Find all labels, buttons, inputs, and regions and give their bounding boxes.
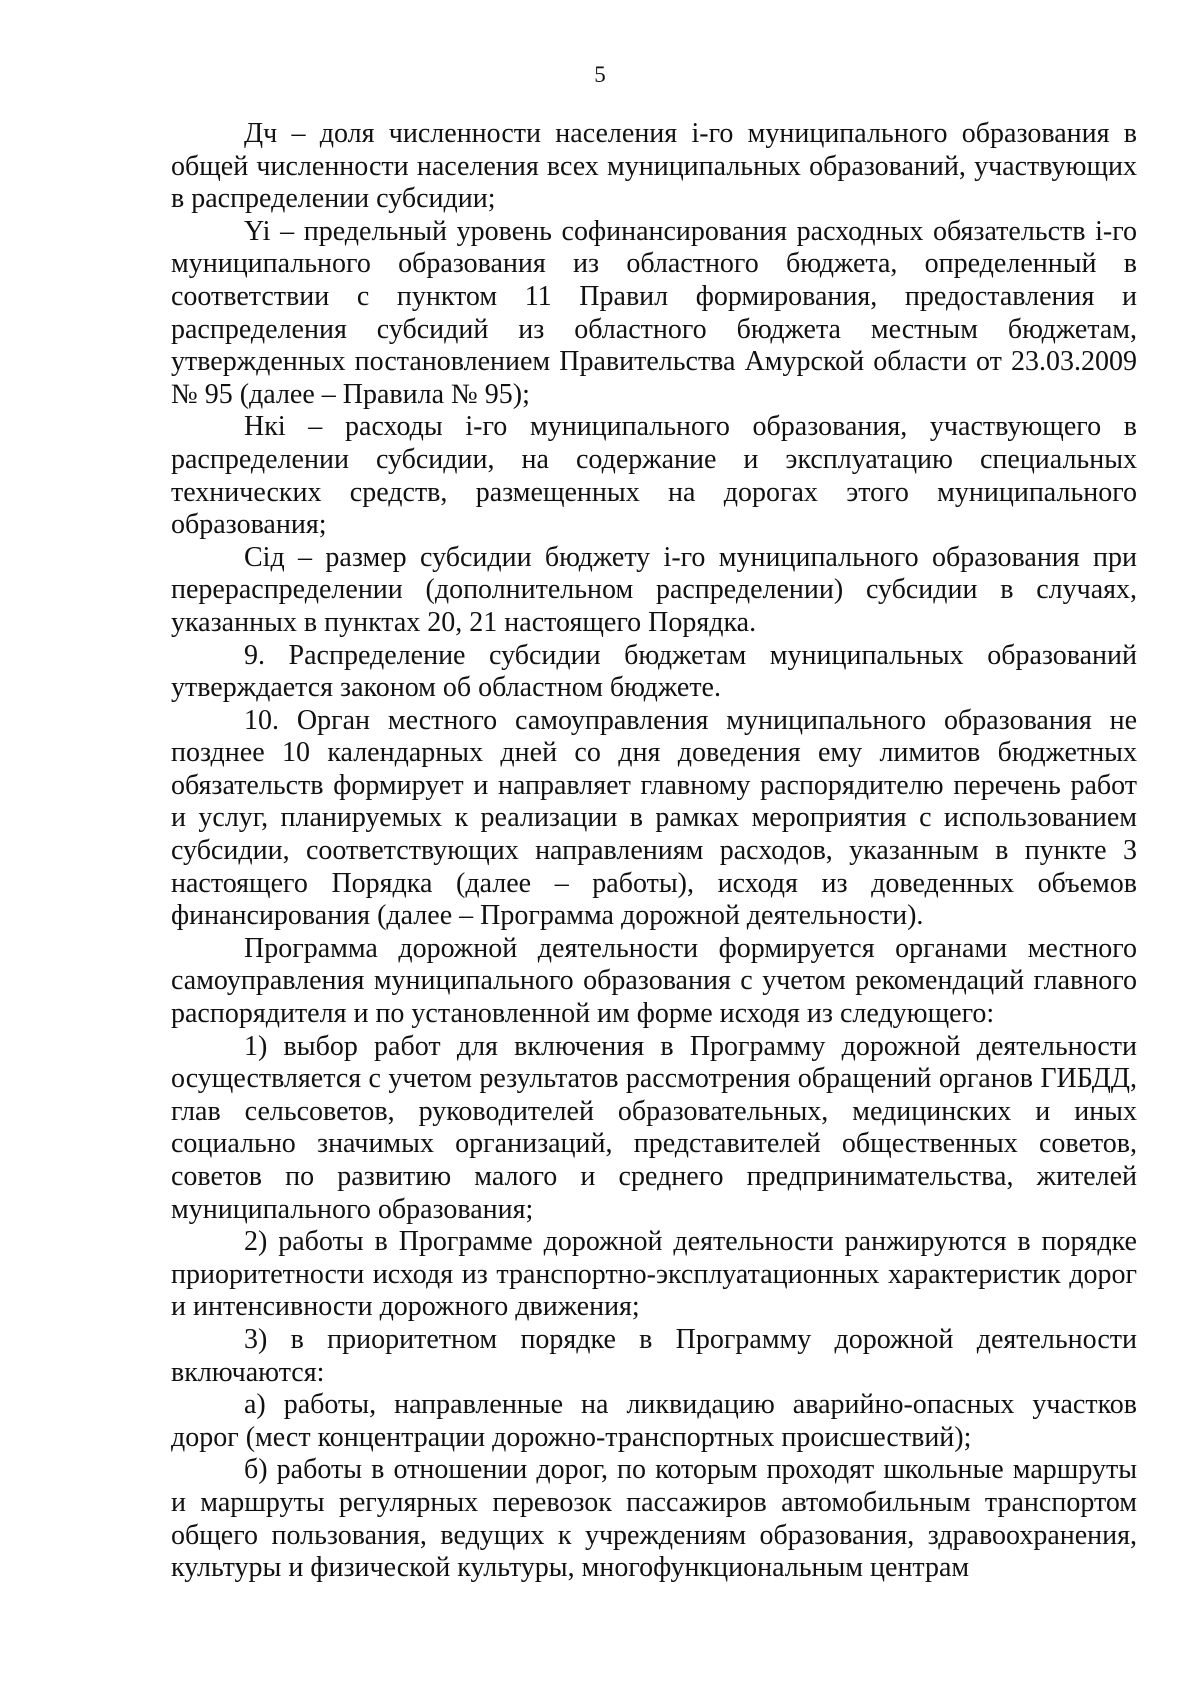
paragraph-program-formation: Программа дорожной деятельности формируется органами местного самоуправления муниципального образования с учетом рекомендаций главного распорядителя и по установленной им форме исходя из следующего: bbox=[171, 932, 1137, 1030]
paragraph-nki-definition: Нкi – расходы i-го муниципального образования, участвующего в распределении субсидии, на содержание и эксплуатацию специальных технических средств, размещенных на дорогах этого муниципального образования; bbox=[171, 411, 1137, 541]
paragraph-yi-definition: Yi – предельный уровень софинансирования расходных обязательств i-го муниципального образования из областного бюджета, определенный в соответствии с пунктом 11 Правил формирования, предоставления и распределения субсидий из областного бюджета местным бюджетам, утвержденных постановлением Правительства Амурской области от 23.03.2009 № 95 (далее – Правила № 95); bbox=[171, 215, 1137, 410]
paragraph-subitem-3: 3) в приоритетном порядке в Программу дорожной деятельности включаются: bbox=[171, 1323, 1137, 1388]
paragraph-cid-definition: Сiд – размер субсидии бюджету i-го муниципального образования при перераспределении (дополнительном распределении) субсидии в случаях, указанных в пунктах 20, 21 настоящего Порядка. bbox=[171, 541, 1137, 638]
paragraph-dch-definition: Дч – доля численности населения i-го муниципального образования в общей численности населения всех муниципальных образований, участвующих в распределении субсидии; bbox=[171, 118, 1137, 215]
document-body bbox=[171, 118, 1137, 1585]
paragraph-subitem-1: 1) выбор работ для включения в Программу дорожной деятельности осуществляется с учетом результатов рассмотрения обращений органов ГИБДД, глав сельсоветов, руководителей образовательных, медицинских и иных социально значимых организаций, представителей общественных советов, советов по развитию малого и среднего предпринимательства, жителей муниципального образования; bbox=[171, 1030, 1137, 1225]
paragraph-item-9: 9. Распределение субсидии бюджетам муниципальных образований утверждается законом об областном бюджете. bbox=[171, 639, 1137, 704]
paragraph-subitem-a: а) работы, направленные на ликвидацию аварийно-опасных участков дорог (мест концентрации дорожно-транспортных происшествий); bbox=[171, 1389, 1137, 1453]
page-number: 5 bbox=[594, 62, 606, 87]
paragraph-item-10: 10. Орган местного самоуправления муниципального образования не позднее 10 календарных дней со дня доведения ему лимитов бюджетных обязательств формирует и направляет главному распорядителю перечень работ и услуг, планируемых к реализации в рамках мероприятия с использованием субсидии, соответствующих направлениям расходов, указанным в пункте 3 настоящего Порядка (далее – работы), исходя из доведенных объемов финансирования (далее – Программа дорожной деятельности). bbox=[171, 704, 1137, 932]
paragraph-subitem-b: б) работы в отношении дорог, по которым проходят школьные маршруты и маршруты регулярных перевозок пассажиров автомобильным транспортом общего пользования, ведущих к учреждениям образования, здравоохранения, культуры и физической культуры, многофункциональным центрам bbox=[171, 1454, 1137, 1584]
paragraph-subitem-2: 2) работы в Программе дорожной деятельности ранжируются в порядке приоритетности исходя из транспортно-эксплуатационных характеристик дорог и интенсивности дорожного движения; bbox=[171, 1226, 1137, 1323]
